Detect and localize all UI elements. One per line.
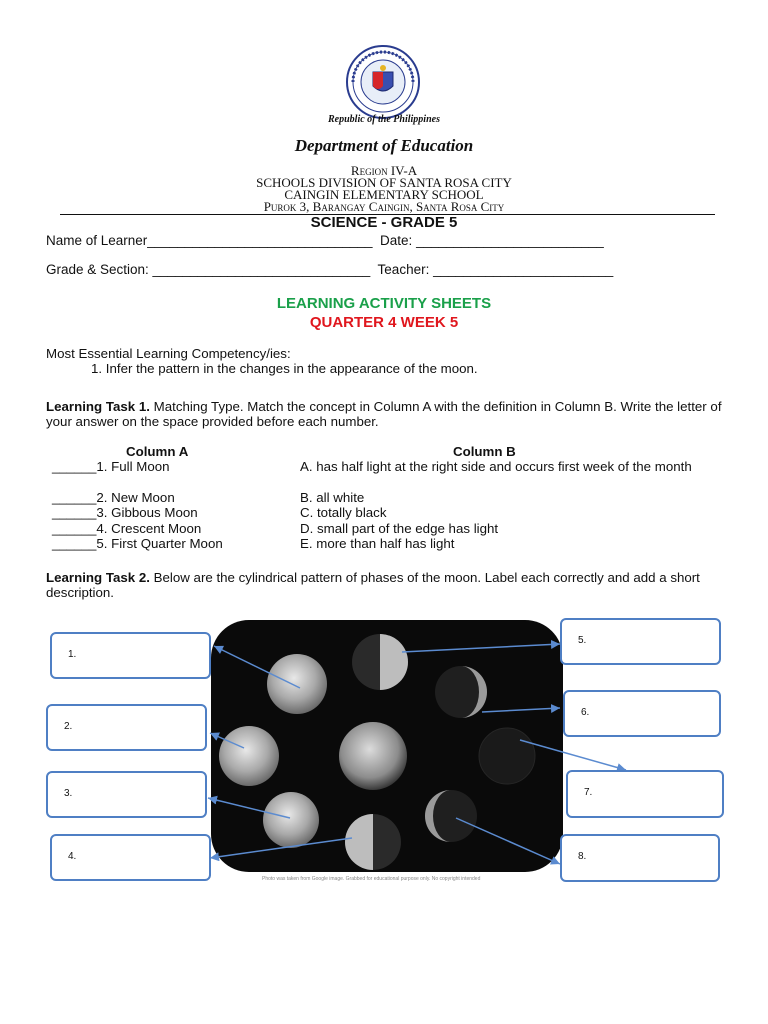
moon-phases-image: [211, 620, 563, 872]
definition-c: C. totally black: [300, 505, 387, 520]
match-item-3[interactable]: ______3. Gibbous Moon: [52, 505, 198, 520]
moon-phases-photo: [211, 620, 563, 872]
subject-title: SCIENCE - GRADE 5: [310, 214, 458, 231]
match-item-2[interactable]: ______2. New Moon: [52, 490, 175, 505]
competency-heading: Most Essential Learning Competency/ies:: [46, 346, 291, 361]
match-item-1[interactable]: ______1. Full Moon: [52, 459, 170, 474]
photo-caption: Photo was taken from Google image. Grabbed for educational purpose only. No copyright intended: [262, 876, 481, 882]
phase-label-box-2[interactable]: [46, 704, 207, 751]
task2-label: Learning Task 2.: [46, 570, 150, 585]
school-address: Purok 3, Barangay Caingin, Santa Rosa City: [263, 199, 505, 214]
match-item-5[interactable]: ______5. First Quarter Moon: [52, 536, 223, 551]
task2-instructions: [46, 570, 726, 600]
sheet-title: LEARNING ACTIVITY SHEETS: [276, 295, 492, 312]
phase-label-box-7[interactable]: [566, 770, 724, 818]
phase-label-box-8[interactable]: [560, 834, 720, 882]
box-number: 7.: [584, 787, 593, 798]
match-item-4[interactable]: ______4. Crescent Moon: [52, 521, 202, 536]
definition-d: D. small part of the edge has light: [300, 521, 499, 536]
phase-label-box-6[interactable]: [563, 690, 721, 737]
definition-a: A. has half light at the right side and occurs first week of the month: [300, 459, 692, 474]
phase-label-box-1[interactable]: [50, 632, 211, 679]
task2-text: Below are the cylindrical pattern of phases of the moon. Label each correctly and add a short description.: [46, 570, 700, 600]
column-a-header: Column A: [126, 444, 189, 459]
phase-label-box-3[interactable]: [46, 771, 207, 818]
definition-b: B. all white: [300, 490, 365, 505]
task1-label: Learning Task 1.: [46, 399, 150, 414]
box-number: 1.: [68, 649, 77, 660]
phase-label-box-4[interactable]: [50, 834, 211, 881]
phase-label-box-5[interactable]: [560, 618, 721, 665]
competency-item: 1. Infer the pattern in the changes in the appearance of the moon.: [91, 361, 478, 376]
republic-label: Republic of the Philippines: [328, 114, 440, 125]
task1-text: Matching Type. Match the concept in Column A with the definition in Column B. Write the letter of your answer on the space provided before each number.: [46, 399, 722, 429]
definition-e: E. more than half has light: [300, 536, 455, 551]
division-label: SCHOOLS DIVISION OF SANTA ROSA CITY: [256, 175, 512, 190]
task1-instructions: [46, 399, 726, 429]
school-name: CAINGIN ELEMENTARY SCHOOL: [284, 187, 484, 202]
region-label: Region IV-A: [350, 163, 418, 178]
deped-seal-icon: [345, 44, 421, 120]
learner-name-date-field[interactable]: Name of Learner______________________________ Date: _________________________: [46, 233, 604, 248]
department-title: Department of Education: [294, 136, 474, 155]
quarter-week-title: QUARTER 4 WEEK 5: [309, 314, 459, 331]
box-number: 3.: [64, 788, 73, 799]
box-number: 6.: [581, 707, 590, 718]
column-b-header: Column B: [453, 444, 516, 459]
grade-section-teacher-field[interactable]: Grade & Section: _____________________________ Teacher: ________________________: [46, 262, 614, 277]
box-number: 8.: [578, 851, 587, 862]
box-number: 5.: [578, 635, 587, 646]
box-number: 4.: [68, 851, 77, 862]
box-number: 2.: [64, 721, 73, 732]
